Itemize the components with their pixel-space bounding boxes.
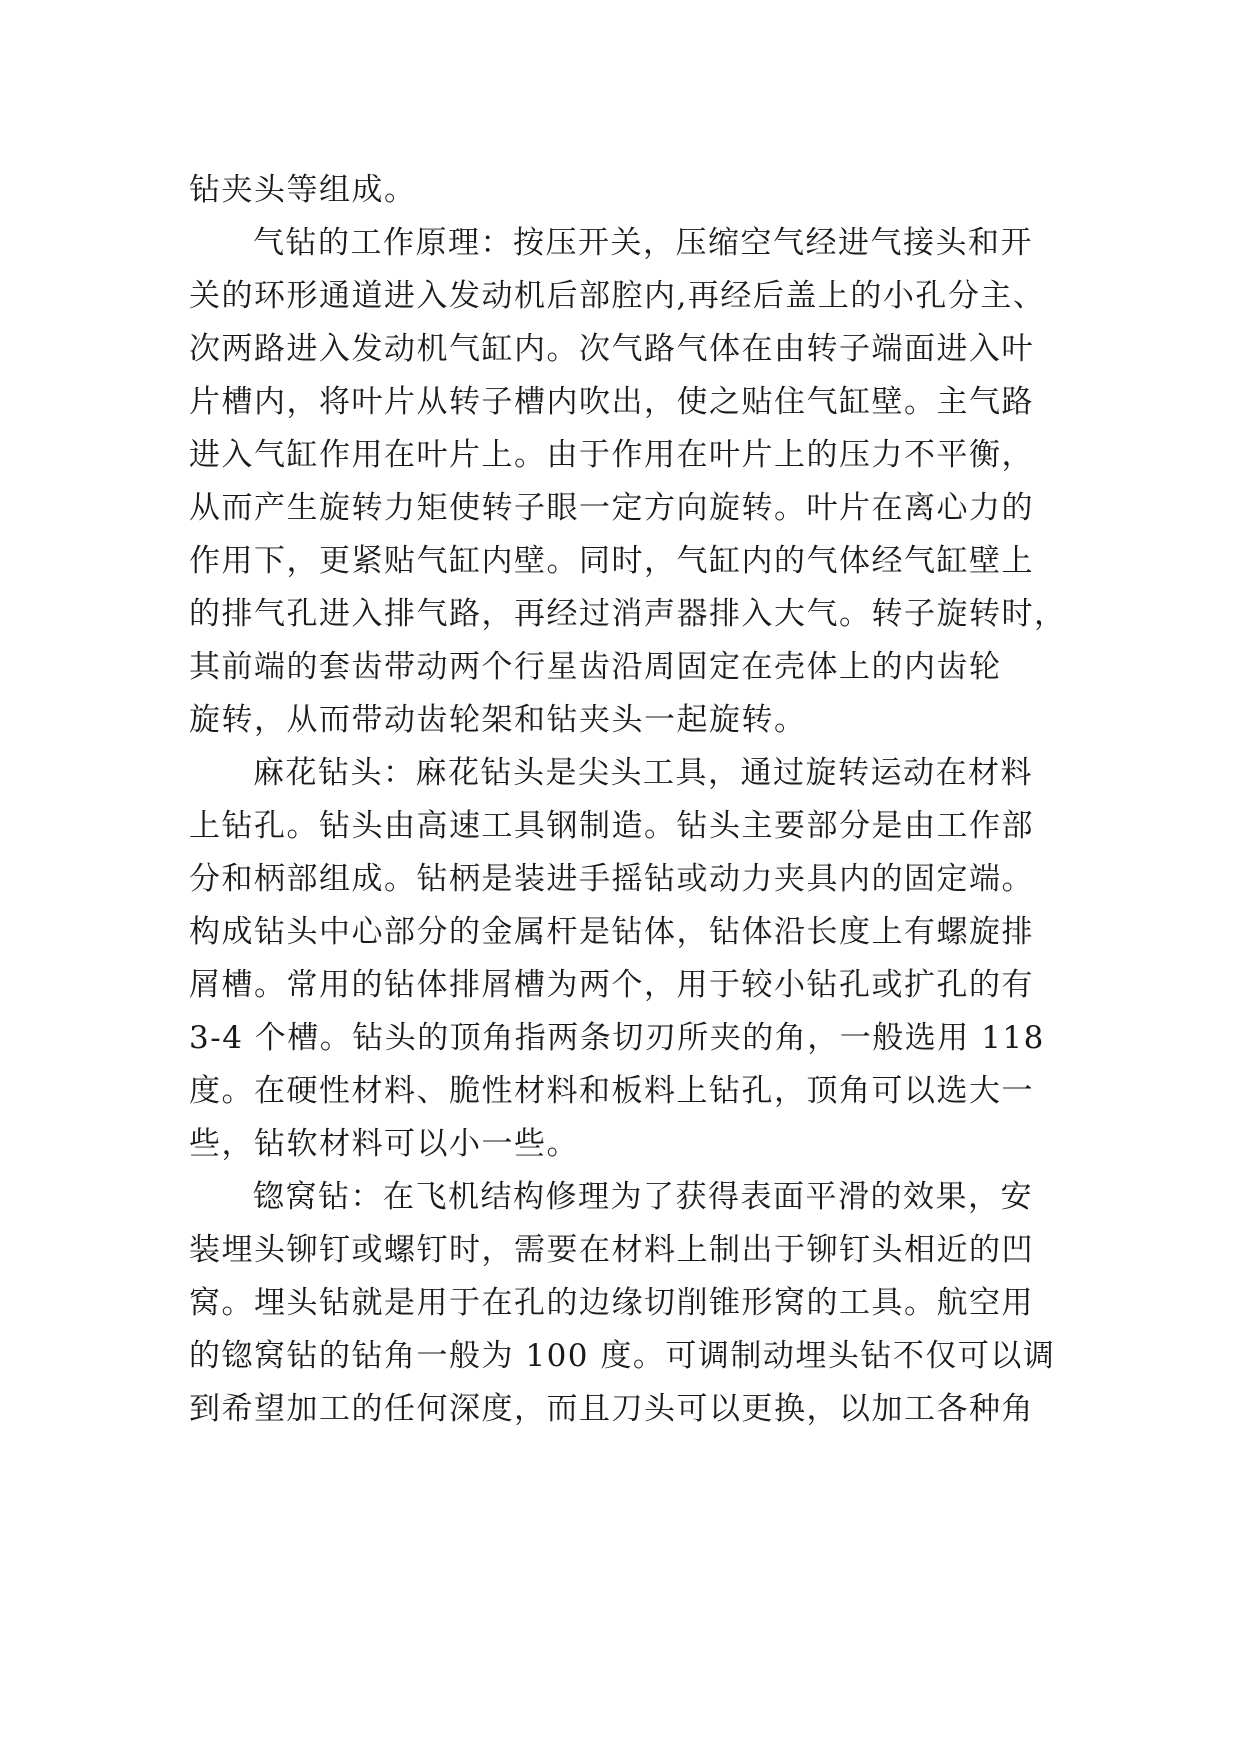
text-line: 其前端的套齿带动两个行星齿沿周固定在壳体上的内齿轮 xyxy=(189,649,1002,685)
text-line: 装埋头铆钉或螺钉时，需要在材料上制出于铆钉头相近的凹 xyxy=(189,1232,1034,1268)
text-line: 分和柄部组成。钻柄是装进手摇钻或动力夹具内的固定端。 xyxy=(189,861,1034,897)
paragraph-start-line: 麻花钻头：麻花钻头是尖头工具，通过旋转运动在材料 xyxy=(253,755,1033,791)
paragraph-start-line: 气钻的工作原理：按压开关，压缩空气经进气接头和开 xyxy=(253,225,1033,261)
text-line: 度。在硬性材料、脆性材料和板料上钻孔，顶角可以选大一 xyxy=(189,1073,1034,1109)
body-text xyxy=(189,164,1089,1436)
text-line: 构成钻头中心部分的金属杆是钻体，钻体沿长度上有螺旋排 xyxy=(189,914,1034,950)
text-line: 的排气孔进入排气路，再经过消声器排入大气。转子旋转时， xyxy=(189,596,1067,632)
text-line: 3-4 个槽。钻头的顶角指两条切刃所夹的角，一般选用 118 xyxy=(189,1020,1045,1056)
text-line: 关的环形通道进入发动机后部腔内,再经后盖上的小孔分主、 xyxy=(189,278,1046,314)
text-line: 作用下，更紧贴气缸内壁。同时，气缸内的气体经气缸壁上 xyxy=(189,543,1034,579)
text-line: 上钻孔。钻头由高速工具钢制造。钻头主要部分是由工作部 xyxy=(189,808,1034,844)
text-line: 钻夹头等组成。 xyxy=(189,172,417,208)
text-line: 到希望加工的任何深度，而且刀头可以更换，以加工各种角 xyxy=(189,1391,1034,1427)
text-line: 次两路进入发动机气缸内。次气路气体在由转子端面进入叶 xyxy=(189,331,1034,367)
paragraph-start-line: 锪窝钻：在飞机结构修理为了获得表面平滑的效果，安 xyxy=(253,1179,1033,1215)
text-line: 旋转，从而带动齿轮架和钻夹头一起旋转。 xyxy=(189,702,807,738)
text-line: 窝。埋头钻就是用于在孔的边缘切削锥形窝的工具。航空用 xyxy=(189,1285,1034,1321)
text-line: 从而产生旋转力矩使转子眼一定方向旋转。叶片在离心力的 xyxy=(189,490,1034,526)
text-line: 的锪窝钻的钻角一般为 100 度。可调制动埋头钻不仅可以调 xyxy=(189,1338,1056,1374)
text-line: 屑槽。常用的钻体排屑槽为两个，用于较小钻孔或扩孔的有 xyxy=(189,967,1034,1003)
text-line: 进入气缸作用在叶片上。由于作用在叶片上的压力不平衡， xyxy=(189,437,1034,473)
text-line: 些，钻软材料可以小一些。 xyxy=(189,1126,579,1162)
text-line: 片槽内，将叶片从转子槽内吹出，使之贴住气缸壁。主气路 xyxy=(189,384,1034,420)
